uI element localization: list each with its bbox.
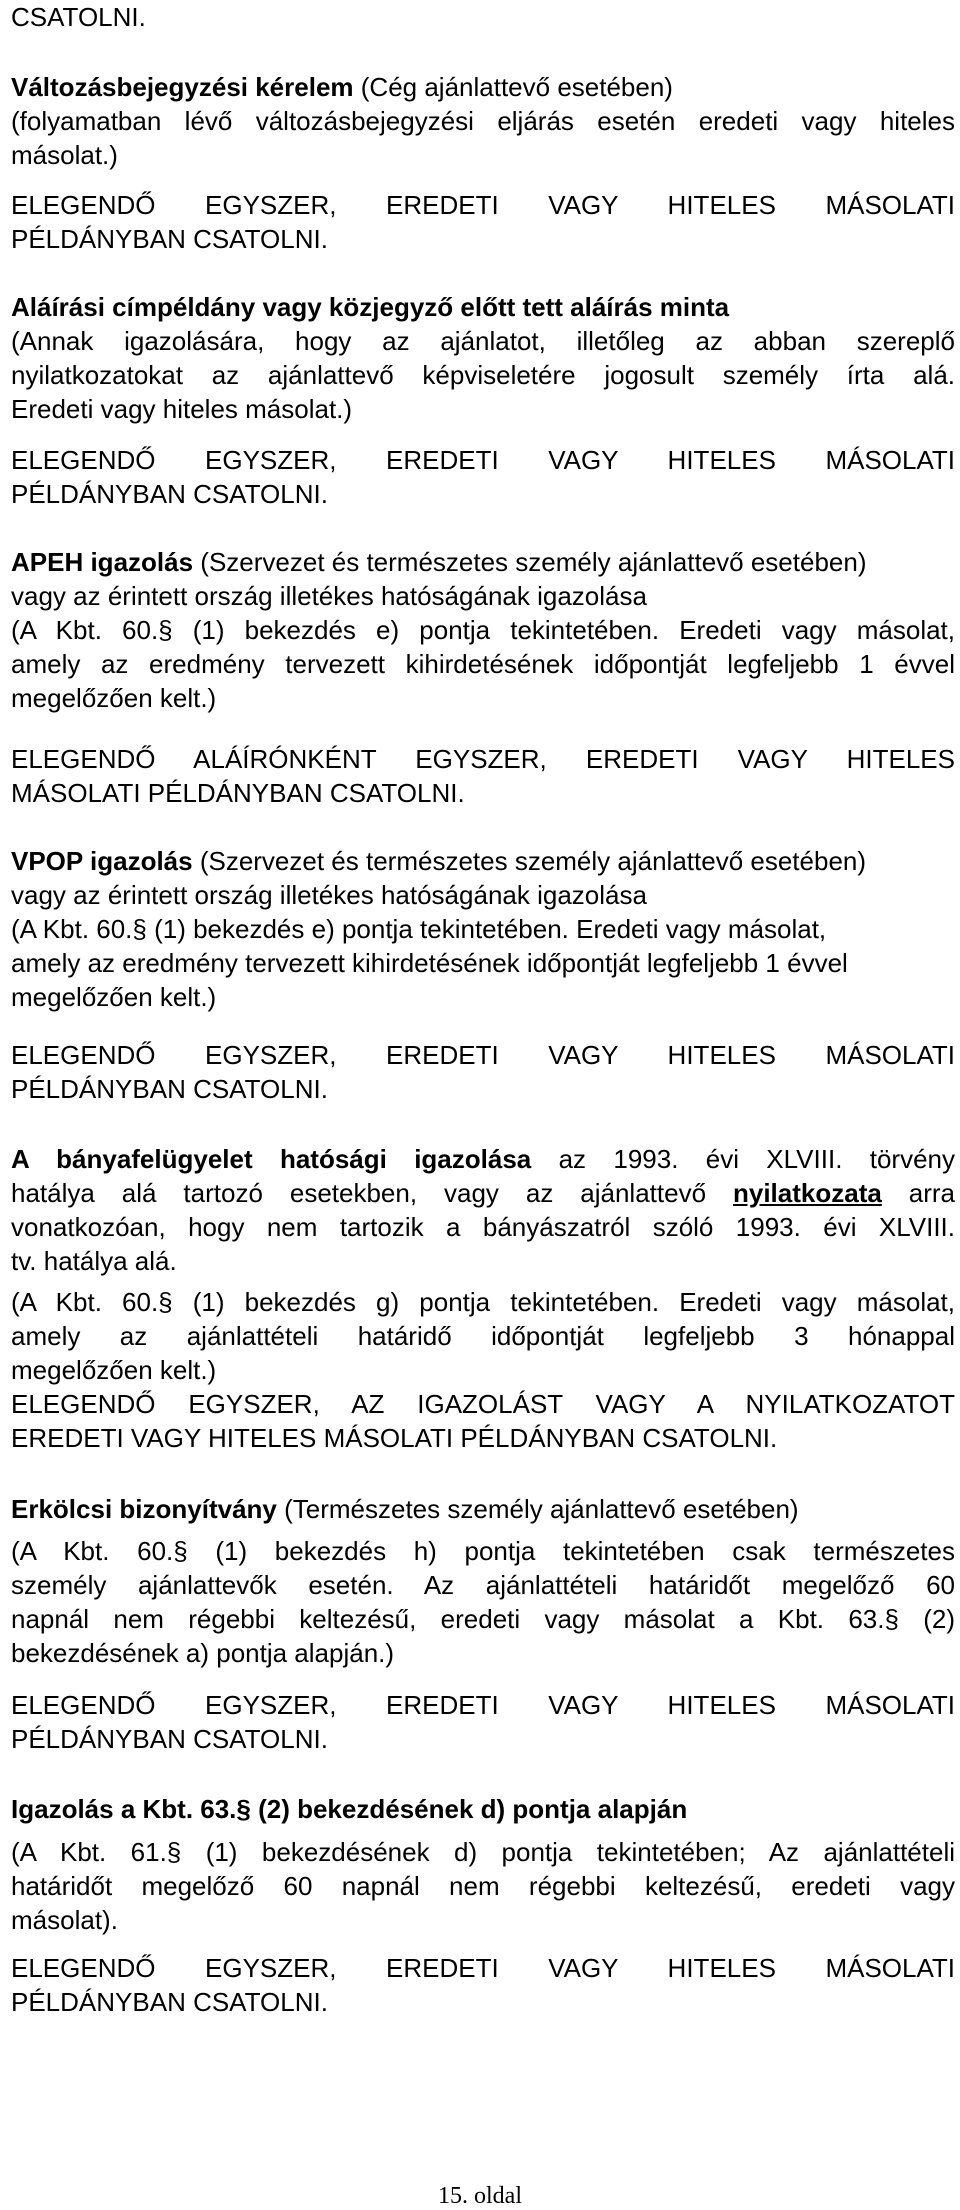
section-title: Igazolás a Kbt. 63.§ (2) bekezdésének d) pontja alapján [11, 1794, 688, 1824]
section-desc-line: amely az ajánlattételi határidő időpontját legfeljebb 3 hónappal [11, 1321, 955, 1351]
section-title-tail: (Természetes személy ajánlattevő esetében) [276, 1494, 799, 1524]
section-title: VPOP igazolás [11, 846, 193, 876]
section-alairasi [11, 290, 955, 426]
section-title: Változásbejegyzési kérelem [11, 72, 354, 102]
section-desc-line: (A Kbt. 61.§ (1) bekezdésének d) pontja tekintetében; Az ajánlattételi [11, 1837, 955, 1867]
desc-text: hatálya alá tartozó esetekben, vagy az ajánlattevő [11, 1178, 733, 1208]
requirement-line: ELEGENDŐ EGYSZER, AZ IGAZOLÁST VAGY A NYILATKOZATOT [11, 1389, 955, 1419]
section-desc-line: vagy az érintett ország illetékes hatóságának igazolása [11, 880, 647, 910]
requirement-line: PÉLDÁNYBAN CSATOLNI. [11, 1987, 328, 2017]
section-banyafelugyelet [11, 1142, 955, 1278]
section-line [11, 1142, 955, 1176]
section-desc-line: napnál nem régebbi keltezésű, eredeti vagy másolat a Kbt. 63.§ (2) [11, 1604, 955, 1634]
section-igazolas-63 [11, 1792, 955, 1826]
section-line [11, 70, 955, 104]
section-line [11, 1492, 955, 1526]
section-desc-line: (A Kbt. 60.§ (1) bekezdés h) pontja tekintetében csak természetes [11, 1536, 955, 1566]
section-desc-line: (Annak igazolására, hogy az ajánlatot, illetőleg az abban szereplő [11, 326, 955, 356]
section-erkolcsi [11, 1492, 955, 1526]
requirement-line: ELEGENDŐ EGYSZER, EREDETI VAGY HITELES MÁSOLATI [11, 1040, 955, 1070]
section-apeh-requirement [11, 742, 955, 810]
section-igazolas-63-requirement [11, 1951, 955, 2019]
section-title-tail: az 1993. évi XLVIII. törvény [531, 1144, 955, 1174]
section-desc-line [11, 1176, 955, 1210]
section-alairasi-requirement [11, 443, 955, 511]
page-number: 15. oldal [438, 2183, 522, 2209]
section-desc-line: (folyamatban lévő változásbejegyzési eljárás esetén eredeti vagy hiteles [11, 106, 955, 136]
section-title: Aláírási címpéldány vagy közjegyző előtt tett aláírás minta [11, 292, 730, 322]
section-line [11, 290, 955, 324]
section-desc-line: Eredeti vagy hiteles másolat.) [11, 394, 353, 424]
section-title: A bányafelügyelet hatósági igazolása [11, 1144, 532, 1174]
section-desc-line: megelőzően kelt.) [11, 982, 217, 1012]
section-apeh [11, 545, 955, 715]
underlined-term: nyilatkozata [732, 1178, 882, 1208]
top-fragment-block [11, 0, 955, 34]
section-vpop [11, 844, 955, 1014]
requirement-line: MÁSOLATI PÉLDÁNYBAN CSATOLNI. [11, 778, 465, 808]
section-desc-line: bekezdésének a) pontja alapján.) [11, 1638, 395, 1668]
section-desc-line: vagy az érintett ország illetékes hatóságának igazolása [11, 581, 647, 611]
section-line [11, 1792, 955, 1826]
section-desc-line: (A Kbt. 60.§ (1) bekezdés g) pontja tekintetében. Eredeti vagy másolat, [11, 1287, 955, 1317]
section-line [11, 844, 955, 878]
requirement-line: PÉLDÁNYBAN CSATOLNI. [11, 479, 328, 509]
desc-text: arra [881, 1178, 955, 1208]
section-desc-line: megelőzően kelt.) [11, 1355, 217, 1385]
section-title: Erkölcsi bizonyítvány [11, 1494, 277, 1524]
section-desc-line: határidőt megelőző 60 napnál nem régebbi keltezésű, eredeti vagy [11, 1871, 955, 1901]
section-desc-line: (Cég ajánlattevő esetében) [353, 72, 673, 102]
section-desc-line: megelőzően kelt.) [11, 683, 217, 713]
section-title: APEH igazolás [11, 547, 194, 577]
section-desc-line: tv. hatálya alá. [11, 1246, 177, 1276]
requirement-line: ELEGENDŐ EGYSZER, EREDETI VAGY HITELES MÁSOLATI [11, 190, 955, 220]
section-desc-line: (Szervezet és természetes személy ajánlattevő esetében) [193, 547, 867, 577]
section-desc-line: (A Kbt. 60.§ (1) bekezdés e) pontja tekintetében. Eredeti vagy másolat, [11, 615, 955, 645]
section-desc-line: (Szervezet és természetes személy ajánlattevő esetében) [192, 846, 867, 876]
section-desc-line: vonatkozóan, hogy nem tartozik a bányászatról szóló 1993. évi XLVIII. [11, 1212, 955, 1242]
section-banyafelugyelet-requirement [11, 1387, 955, 1455]
section-desc-line: amely az eredmény tervezett kihirdetésének időpontját legfeljebb 1 évvel [11, 948, 848, 978]
section-desc-line: (A Kbt. 60.§ (1) bekezdés e) pontja tekintetében. Eredeti vagy másolat, [11, 914, 827, 944]
section-valtozasbejegyzesi [11, 70, 955, 172]
requirement-line: PÉLDÁNYBAN CSATOLNI. [11, 1074, 328, 1104]
section-banyafelugyelet-para2 [11, 1285, 955, 1387]
section-desc-line: személy ajánlattevők esetén. Az ajánlattételi határidőt megelőző 60 [11, 1570, 955, 1600]
requirement-line: ELEGENDŐ EGYSZER, EREDETI VAGY HITELES MÁSOLATI [11, 445, 955, 475]
requirement-line: ELEGENDŐ EGYSZER, EREDETI VAGY HITELES MÁSOLATI [11, 1690, 955, 1720]
section-erkolcsi-desc [11, 1534, 955, 1670]
section-desc-line: nyilatkozatokat az ajánlattevő képviseletére jogosult személy írta alá. [11, 360, 955, 390]
section-desc-line: másolat.) [11, 140, 118, 170]
section-igazolas-63-desc [11, 1835, 955, 1937]
top-fragment: CSATOLNI. [11, 2, 146, 32]
section-line [11, 545, 955, 579]
section-vpop-requirement [11, 1038, 955, 1106]
requirement-line: PÉLDÁNYBAN CSATOLNI. [11, 224, 328, 254]
requirement-line: PÉLDÁNYBAN CSATOLNI. [11, 1724, 328, 1754]
section-desc-line: másolat). [11, 1905, 118, 1935]
requirement-line: ELEGENDŐ EGYSZER, EREDETI VAGY HITELES MÁSOLATI [11, 1953, 955, 1983]
requirement-line: ELEGENDŐ ALÁÍRÓNKÉNT EGYSZER, EREDETI VAGY HITELES [11, 744, 955, 774]
section-valtozasbejegyzesi-requirement [11, 188, 955, 256]
requirement-line: EREDETI VAGY HITELES MÁSOLATI PÉLDÁNYBAN CSATOLNI. [11, 1423, 778, 1453]
section-erkolcsi-requirement [11, 1688, 955, 1756]
section-desc-line: amely az eredmény tervezett kihirdetésének időpontját legfeljebb 1 évvel [11, 649, 955, 679]
